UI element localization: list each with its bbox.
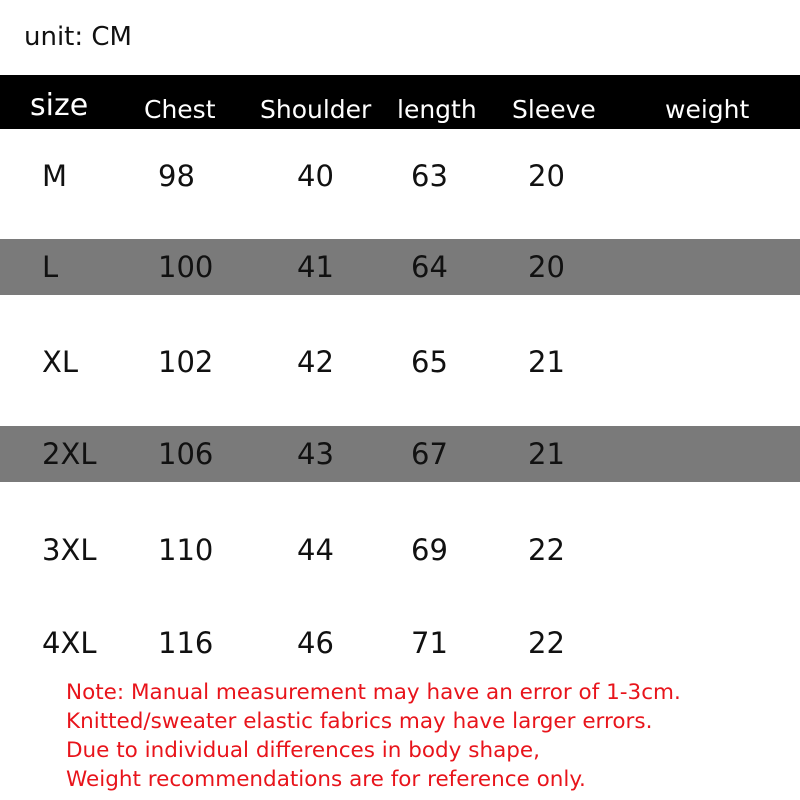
cell-length: 67: [411, 437, 448, 471]
table-header: [0, 75, 800, 129]
cell-shoulder: 42: [297, 345, 334, 379]
cell-sleeve: 20: [528, 159, 565, 193]
cell-chest: 102: [158, 345, 214, 379]
table-row: [0, 334, 800, 390]
table-row: [0, 426, 800, 482]
cell-length: 64: [411, 250, 448, 284]
measurement-notes: [66, 678, 786, 794]
cell-shoulder: 43: [297, 437, 334, 471]
header-shoulder: Shoulder: [260, 95, 372, 124]
cell-size: 3XL: [42, 533, 97, 567]
cell-length: 65: [411, 345, 448, 379]
note-line: Knitted/sweater elastic fabrics may have larger errors.: [66, 709, 653, 734]
cell-size: M: [42, 159, 68, 193]
header-size: size: [30, 88, 89, 123]
header-chest: Chest: [144, 95, 216, 124]
cell-length: 63: [411, 159, 448, 193]
cell-shoulder: 40: [297, 159, 334, 193]
cell-chest: 116: [158, 626, 214, 660]
cell-size: 4XL: [42, 626, 97, 660]
cell-shoulder: 41: [297, 250, 334, 284]
cell-shoulder: 44: [297, 533, 334, 567]
cell-length: 71: [411, 626, 448, 660]
cell-size: 2XL: [42, 437, 97, 471]
header-length: length: [397, 95, 477, 124]
header-sleeve: Sleeve: [512, 95, 596, 124]
cell-chest: 100: [158, 250, 214, 284]
note-line: Weight recommendations are for reference only.: [66, 767, 586, 792]
cell-size: L: [42, 250, 59, 284]
table-row: [0, 522, 800, 578]
header-weight: weight: [665, 95, 750, 124]
cell-length: 69: [411, 533, 448, 567]
cell-size: XL: [42, 345, 79, 379]
table-row: [0, 615, 800, 671]
note-line: Due to individual differences in body shape,: [66, 738, 540, 763]
cell-sleeve: 21: [528, 345, 565, 379]
table-row: [0, 239, 800, 295]
cell-sleeve: 21: [528, 437, 565, 471]
cell-chest: 98: [158, 159, 195, 193]
cell-chest: 106: [158, 437, 214, 471]
cell-sleeve: 22: [528, 626, 565, 660]
cell-sleeve: 20: [528, 250, 565, 284]
unit-label: unit: CM: [24, 22, 132, 52]
cell-chest: 110: [158, 533, 214, 567]
cell-shoulder: 46: [297, 626, 334, 660]
cell-sleeve: 22: [528, 533, 565, 567]
table-row: [0, 148, 800, 204]
note-line: Note: Manual measurement may have an error of 1-3cm.: [66, 680, 681, 705]
